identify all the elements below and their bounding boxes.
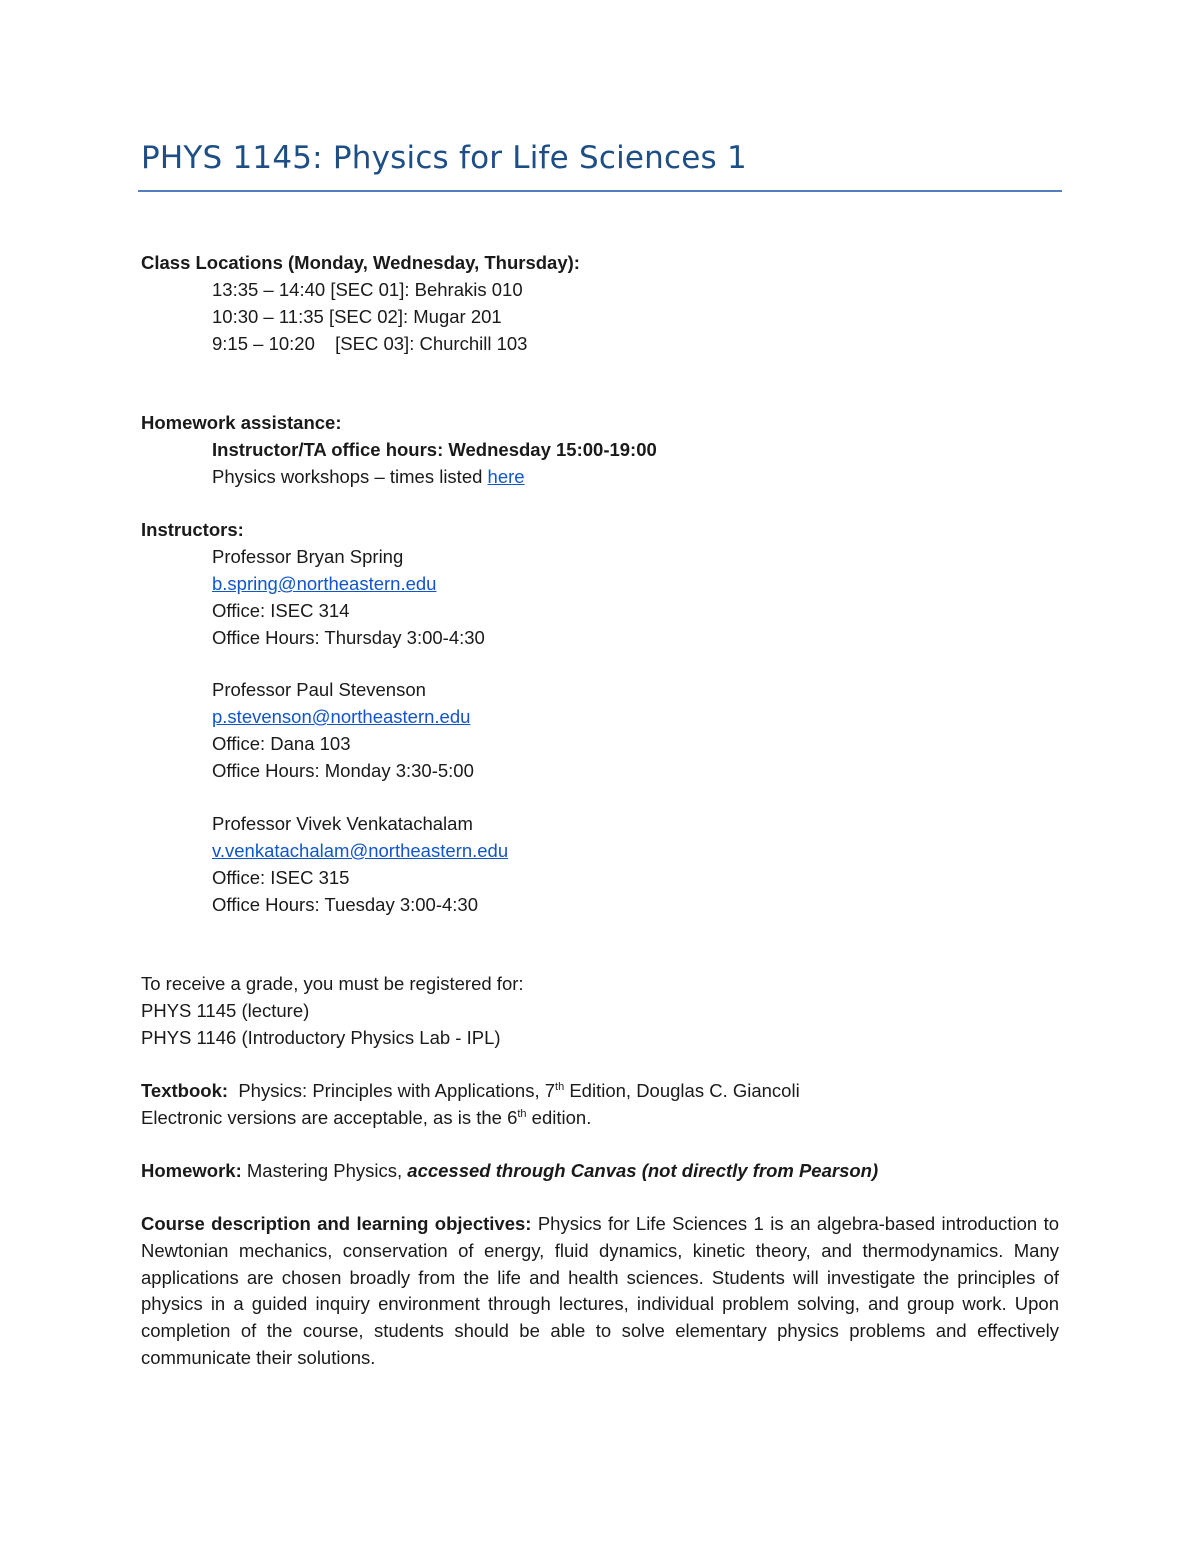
instructor-name: Professor Paul Stevenson [212,679,426,700]
class-locations-heading: Class Locations (Monday, Wednesday, Thursday): [141,252,580,273]
registration-course: PHYS 1145 (lecture) [141,1000,310,1021]
section-number: [SEC 02]: [328,306,409,327]
registration-intro: To receive a grade, you must be registered for: [141,973,524,994]
section-row [212,331,527,357]
workshops-line [212,464,525,490]
instructor-office: Office: ISEC 314 [212,600,350,621]
textbook-label: Textbook: [141,1080,229,1101]
textbook-line [141,1078,800,1104]
course-description [141,1211,1059,1372]
title-underline [138,190,1062,192]
textbook-note-sup: th [517,1107,527,1120]
instructor-email-link[interactable]: v.venkatachalam@northeastern.edu [212,840,509,861]
textbook-sup: th [555,1080,565,1093]
textbook-title: Physics: Principles with Applications, 7 [238,1080,556,1101]
textbook-note-end: edition. [526,1107,592,1128]
page-title: PHYS 1145: Physics for Life Sciences 1 [141,140,747,176]
section-room: Behrakis 010 [414,279,523,300]
instructor-name: Professor Bryan Spring [212,546,404,567]
homework-label: Homework: [141,1160,242,1181]
instructor-office-hours: Office Hours: Monday 3:30-5:00 [212,760,474,781]
section-row [212,277,523,303]
homework-text: Mastering Physics, [241,1160,408,1181]
section-time: 13:35 – 14:40 [212,279,326,300]
textbook-note [141,1105,591,1131]
homework-line [141,1158,878,1184]
course-description-text: Physics for Life Sciences 1 is an algebra-based introduction to Newtonian mechanics, conservation of energy, fluid dynamics, kinetic theory, and thermodynamics. Many applications are chosen broadly from the life and health sciences. Students will investigate the principles of physics in a guided inquiry environment through lectures, individual problem solving, and group work. Upon completion of the course, students should be able to solve elementary physics problems and effectively communicate their solutions. [141,1213,1059,1368]
instructors-heading: Instructors: [141,519,244,540]
registration-course: PHYS 1146 (Introductory Physics Lab - IPL) [141,1027,501,1048]
section-number: [SEC 03]: [335,333,415,354]
office-hours-line: Instructor/TA office hours: Wednesday 15:00-19:00 [212,439,657,460]
instructor-office: Office: Dana 103 [212,733,351,754]
workshops-link[interactable]: here [487,466,525,487]
section-room: Mugar 201 [413,306,502,327]
instructor-email-link[interactable]: b.spring@northeastern.edu [212,573,437,594]
textbook-author: Edition, Douglas C. Giancoli [564,1080,800,1101]
section-time: 9:15 – 10:20 [212,333,315,354]
homework-assistance-heading: Homework assistance: [141,412,342,433]
instructor-office-hours: Office Hours: Thursday 3:00-4:30 [212,627,485,648]
instructor-office-hours: Office Hours: Tuesday 3:00-4:30 [212,894,479,915]
workshops-text: Physics workshops – times listed [212,466,488,487]
section-room: Churchill 103 [419,333,528,354]
instructor-email-link[interactable]: p.stevenson@northeastern.edu [212,706,471,727]
course-description-label: Course description and learning objectives: [141,1213,532,1234]
section-number: [SEC 01]: [330,279,410,300]
homework-emphasis: accessed through Canvas (not directly from Pearson) [407,1160,879,1181]
textbook-note-text: Electronic versions are acceptable, as is the 6 [141,1107,518,1128]
instructor-office: Office: ISEC 315 [212,867,350,888]
section-time: 10:30 – 11:35 [212,306,324,327]
instructor-name: Professor Vivek Venkatachalam [212,813,473,834]
section-row [212,304,502,330]
